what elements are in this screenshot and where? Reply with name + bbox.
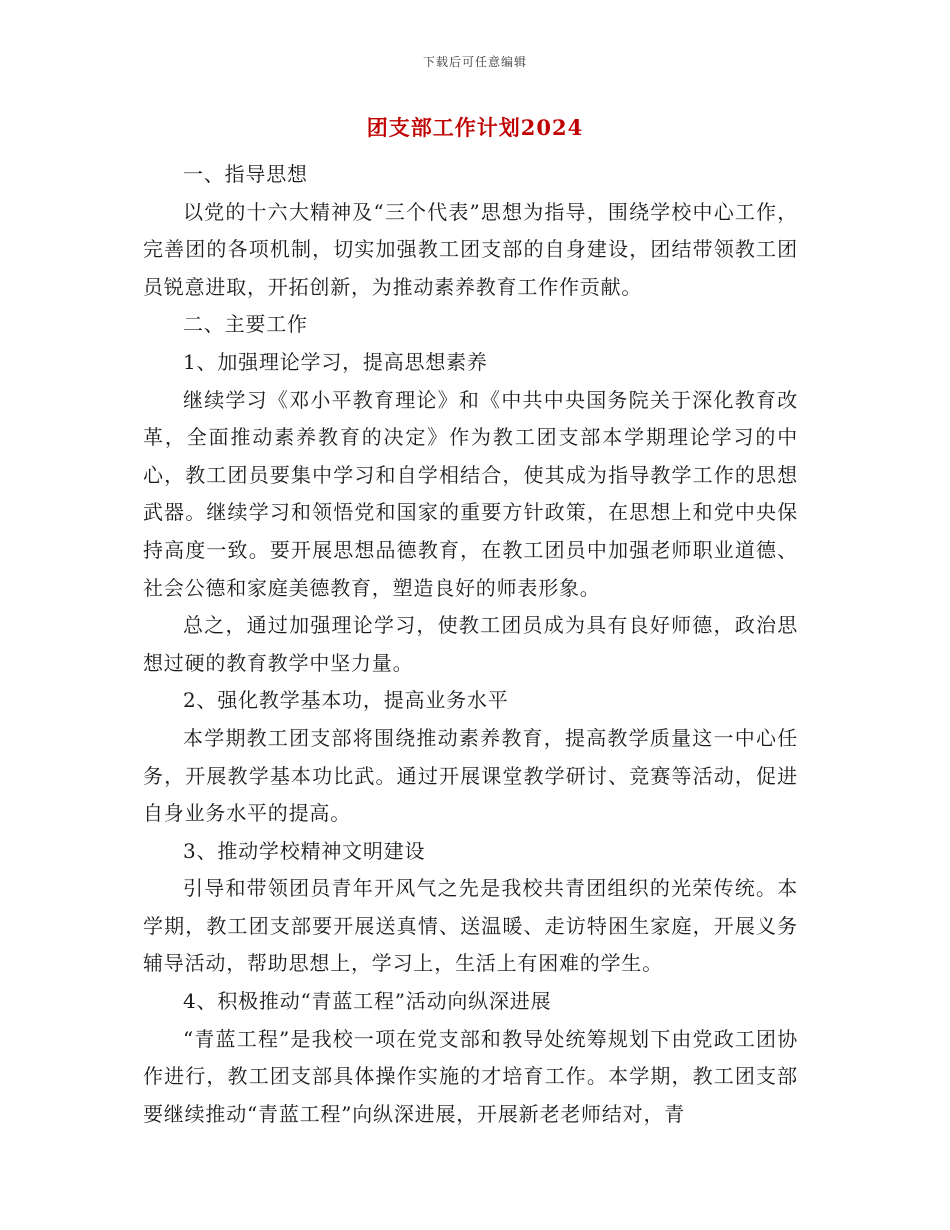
subheading-spiritual-civilization: 3、推动学校精神文明建设 [183,838,426,863]
section-heading-guiding-ideology: 一、指导思想 [183,162,308,186]
paragraph-qinglan-project: “青蓝工程”是我校一项在党支部和教导处统筹规划下由党政工团协作进行，教工团支部具体操作实施的才培育工作。本学期，教工团支部要继续推动“青蓝工程”向纵深进展，开展新老老师结对，青 [143,1026,798,1126]
paragraph-teaching-skills: 本学期教工团支部将围绕推动素养教育，提高教学质量这一中心任务，开展教学基本功比武。通过开展课堂教学研讨、竞赛等活动，促进自身业务水平的提高。 [143,725,798,826]
paragraph-spiritual-civilization: 引导和带领团员青年开风气之先是我校共青团组织的光荣传统。本学期，教工团支部要开展送真情、送温暖、走访特困生家庭，开展义务辅导活动，帮助思想上，学习上，生活上有困难的学生。 [143,876,798,976]
subheading-theory-study: 1、加强理论学习，提高思想素养 [183,349,488,374]
document-title: 团支部工作计划2024 [366,115,584,140]
paragraph-guiding-ideology: 以党的十六大精神及“三个代表”思想为指导，围绕学校中心工作，完善团的各项机制，切实加强教工团支部的自身建设，团结带领教工团员锐意进取，开拓创新，为推动素养教育工作作贡献。 [143,199,798,299]
document-body [143,156,798,1133]
paragraph-theory-study: 继续学习《邓小平教育理论》和《中共中央国务院关于深化教育改革，全面推动素养教育的决定》作为教工团支部本学期理论学习的中心，教工团员要集中学习和自学相结合，使其成为指导教学工作的思想武器。继续学习和领悟党和国家的重要方针政策，在思想上和党中央保持高度一致。要开展思想品德教育，在教工团员中加强老师职业道德、社会公德和家庭美德教育，塑造良好的师表形象。 [143,387,798,600]
page-header-note: 下载后可任意编辑 [422,55,527,69]
subheading-qinglan-project: 4、积极推动“青蓝工程”活动向纵深进展 [183,989,552,1014]
section-heading-main-work: 二、主要工作 [183,312,308,337]
subheading-teaching-skills: 2、强化教学基本功，提高业务水平 [183,688,509,713]
paragraph-theory-summary: 总之，通过加强理论学习，使教工团员成为具有良好师德，政治思想过硬的教育教学中坚力量。 [143,613,798,675]
